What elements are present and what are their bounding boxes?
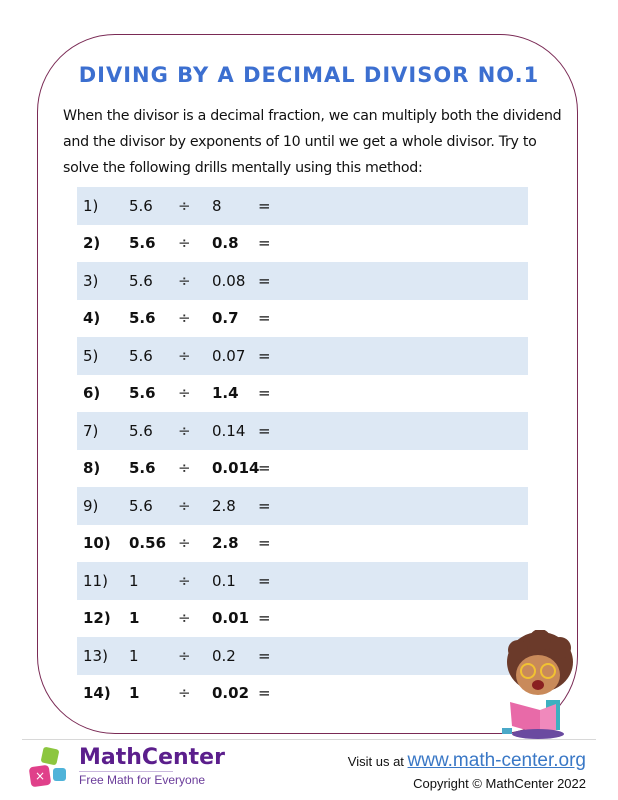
brand-underline bbox=[79, 771, 173, 772]
drill-row bbox=[77, 487, 528, 525]
drill-number: 11) bbox=[83, 571, 108, 590]
drill-dividend: 5.6 bbox=[129, 271, 153, 290]
divide-sign: ÷ bbox=[178, 496, 191, 515]
drill-number: 12) bbox=[83, 609, 111, 628]
drill-row bbox=[77, 675, 528, 713]
divide-sign: ÷ bbox=[178, 309, 191, 328]
copyright-text: Copyright © MathCenter 2022 bbox=[413, 776, 586, 791]
drill-number: 14) bbox=[83, 684, 111, 703]
footer-divider bbox=[22, 739, 596, 740]
drill-row bbox=[77, 262, 528, 300]
drill-divisor: 0.014 bbox=[212, 459, 260, 478]
divide-sign: ÷ bbox=[178, 534, 191, 553]
drill-dividend: 5.6 bbox=[129, 309, 156, 328]
drill-dividend: 5.6 bbox=[129, 384, 156, 403]
divide-sign: ÷ bbox=[178, 234, 191, 253]
equals-sign: = bbox=[258, 646, 271, 665]
answer-blank[interactable] bbox=[278, 300, 528, 338]
drill-dividend: 5.6 bbox=[129, 234, 156, 253]
drill-number: 13) bbox=[83, 646, 108, 665]
drill-row bbox=[77, 600, 528, 638]
equals-sign: = bbox=[258, 459, 271, 478]
equals-sign: = bbox=[258, 496, 271, 515]
drill-row bbox=[77, 300, 528, 338]
drill-dividend: 5.6 bbox=[129, 496, 153, 515]
drill-row bbox=[77, 412, 528, 450]
drill-divisor: 2.8 bbox=[212, 496, 236, 515]
drill-dividend: 1 bbox=[129, 609, 140, 628]
equals-sign: = bbox=[258, 271, 271, 290]
drill-number: 6) bbox=[83, 384, 101, 403]
drill-number: 2) bbox=[83, 234, 101, 253]
answer-blank[interactable] bbox=[278, 225, 528, 263]
answer-blank[interactable] bbox=[278, 562, 528, 600]
equals-sign: = bbox=[258, 421, 271, 440]
answer-blank[interactable] bbox=[278, 262, 528, 300]
divide-sign: ÷ bbox=[178, 271, 191, 290]
drill-number: 7) bbox=[83, 421, 99, 440]
drill-dividend: 5.6 bbox=[129, 346, 153, 365]
drill-divisor: 0.8 bbox=[212, 234, 239, 253]
drill-number: 1) bbox=[83, 196, 99, 215]
drill-divisor: 8 bbox=[212, 196, 222, 215]
equals-sign: = bbox=[258, 234, 271, 253]
drill-dividend: 1 bbox=[129, 646, 139, 665]
divide-sign: ÷ bbox=[178, 384, 191, 403]
drill-row bbox=[77, 525, 528, 563]
equals-sign: = bbox=[258, 684, 271, 703]
drill-dividend: 1 bbox=[129, 571, 139, 590]
drill-divisor: 1.4 bbox=[212, 384, 239, 403]
answer-blank[interactable] bbox=[278, 412, 528, 450]
drill-dividend: 5.6 bbox=[129, 459, 156, 478]
drill-divisor: 0.2 bbox=[212, 646, 236, 665]
drill-number: 5) bbox=[83, 346, 99, 365]
website-link[interactable]: www.math-center.org bbox=[407, 750, 586, 771]
drill-number: 10) bbox=[83, 534, 111, 553]
divide-sign: ÷ bbox=[178, 421, 191, 440]
equals-sign: = bbox=[258, 196, 271, 215]
answer-blank[interactable] bbox=[278, 187, 528, 225]
worksheet-title: DIVING BY A DECIMAL DIVISOR NO.1 bbox=[78, 63, 540, 87]
drill-row bbox=[77, 187, 528, 225]
drill-divisor: 0.08 bbox=[212, 271, 246, 290]
brand-tagline: Free Math for Everyone bbox=[79, 773, 206, 787]
equals-sign: = bbox=[258, 384, 271, 403]
divide-sign: ÷ bbox=[178, 196, 191, 215]
drill-number: 9) bbox=[83, 496, 99, 515]
equals-sign: = bbox=[258, 571, 271, 590]
drill-row bbox=[77, 450, 528, 488]
divide-sign: ÷ bbox=[178, 571, 191, 590]
svg-text:×: × bbox=[35, 769, 46, 783]
equals-sign: = bbox=[258, 346, 271, 365]
drill-dividend: 5.6 bbox=[129, 196, 153, 215]
math-dice-icon bbox=[28, 746, 74, 792]
drill-divisor: 0.02 bbox=[212, 684, 250, 703]
answer-blank[interactable] bbox=[278, 487, 528, 525]
drill-dividend: 0.56 bbox=[129, 534, 167, 553]
drill-divisor: 0.7 bbox=[212, 309, 239, 328]
visit-line bbox=[348, 750, 586, 772]
drill-row bbox=[77, 562, 528, 600]
equals-sign: = bbox=[258, 534, 271, 553]
answer-blank[interactable] bbox=[278, 525, 528, 563]
drill-row bbox=[77, 337, 528, 375]
drill-row bbox=[77, 225, 528, 263]
answer-blank[interactable] bbox=[278, 337, 528, 375]
equals-sign: = bbox=[258, 309, 271, 328]
girl-reading-illustration bbox=[490, 630, 585, 740]
drill-list bbox=[77, 187, 528, 712]
drill-row bbox=[77, 637, 528, 675]
divide-sign: ÷ bbox=[178, 646, 191, 665]
answer-blank[interactable] bbox=[278, 375, 528, 413]
divide-sign: ÷ bbox=[178, 684, 191, 703]
brand-name: MathCenter bbox=[79, 745, 225, 770]
drill-dividend: 1 bbox=[129, 684, 140, 703]
drill-divisor: 2.8 bbox=[212, 534, 239, 553]
drill-divisor: 0.14 bbox=[212, 421, 246, 440]
drill-dividend: 5.6 bbox=[129, 421, 153, 440]
equals-sign: = bbox=[258, 609, 271, 628]
visit-label: Visit us at bbox=[347, 754, 408, 769]
drill-divisor: 0.1 bbox=[212, 571, 236, 590]
divide-sign: ÷ bbox=[178, 459, 191, 478]
drill-number: 3) bbox=[83, 271, 99, 290]
drill-row bbox=[77, 375, 528, 413]
instructions-text: When the divisor is a decimal fraction, we can multiply both the dividend and the divisor by exponents of 10 until we get a whole divisor. Try to solve the following drills mentally using this method: bbox=[63, 108, 562, 176]
drill-divisor: 0.01 bbox=[212, 609, 250, 628]
drill-number: 4) bbox=[83, 309, 101, 328]
answer-blank[interactable] bbox=[278, 450, 528, 488]
drill-divisor: 0.07 bbox=[212, 346, 246, 365]
divide-sign: ÷ bbox=[178, 609, 191, 628]
divide-sign: ÷ bbox=[178, 346, 191, 365]
drill-number: 8) bbox=[83, 459, 101, 478]
